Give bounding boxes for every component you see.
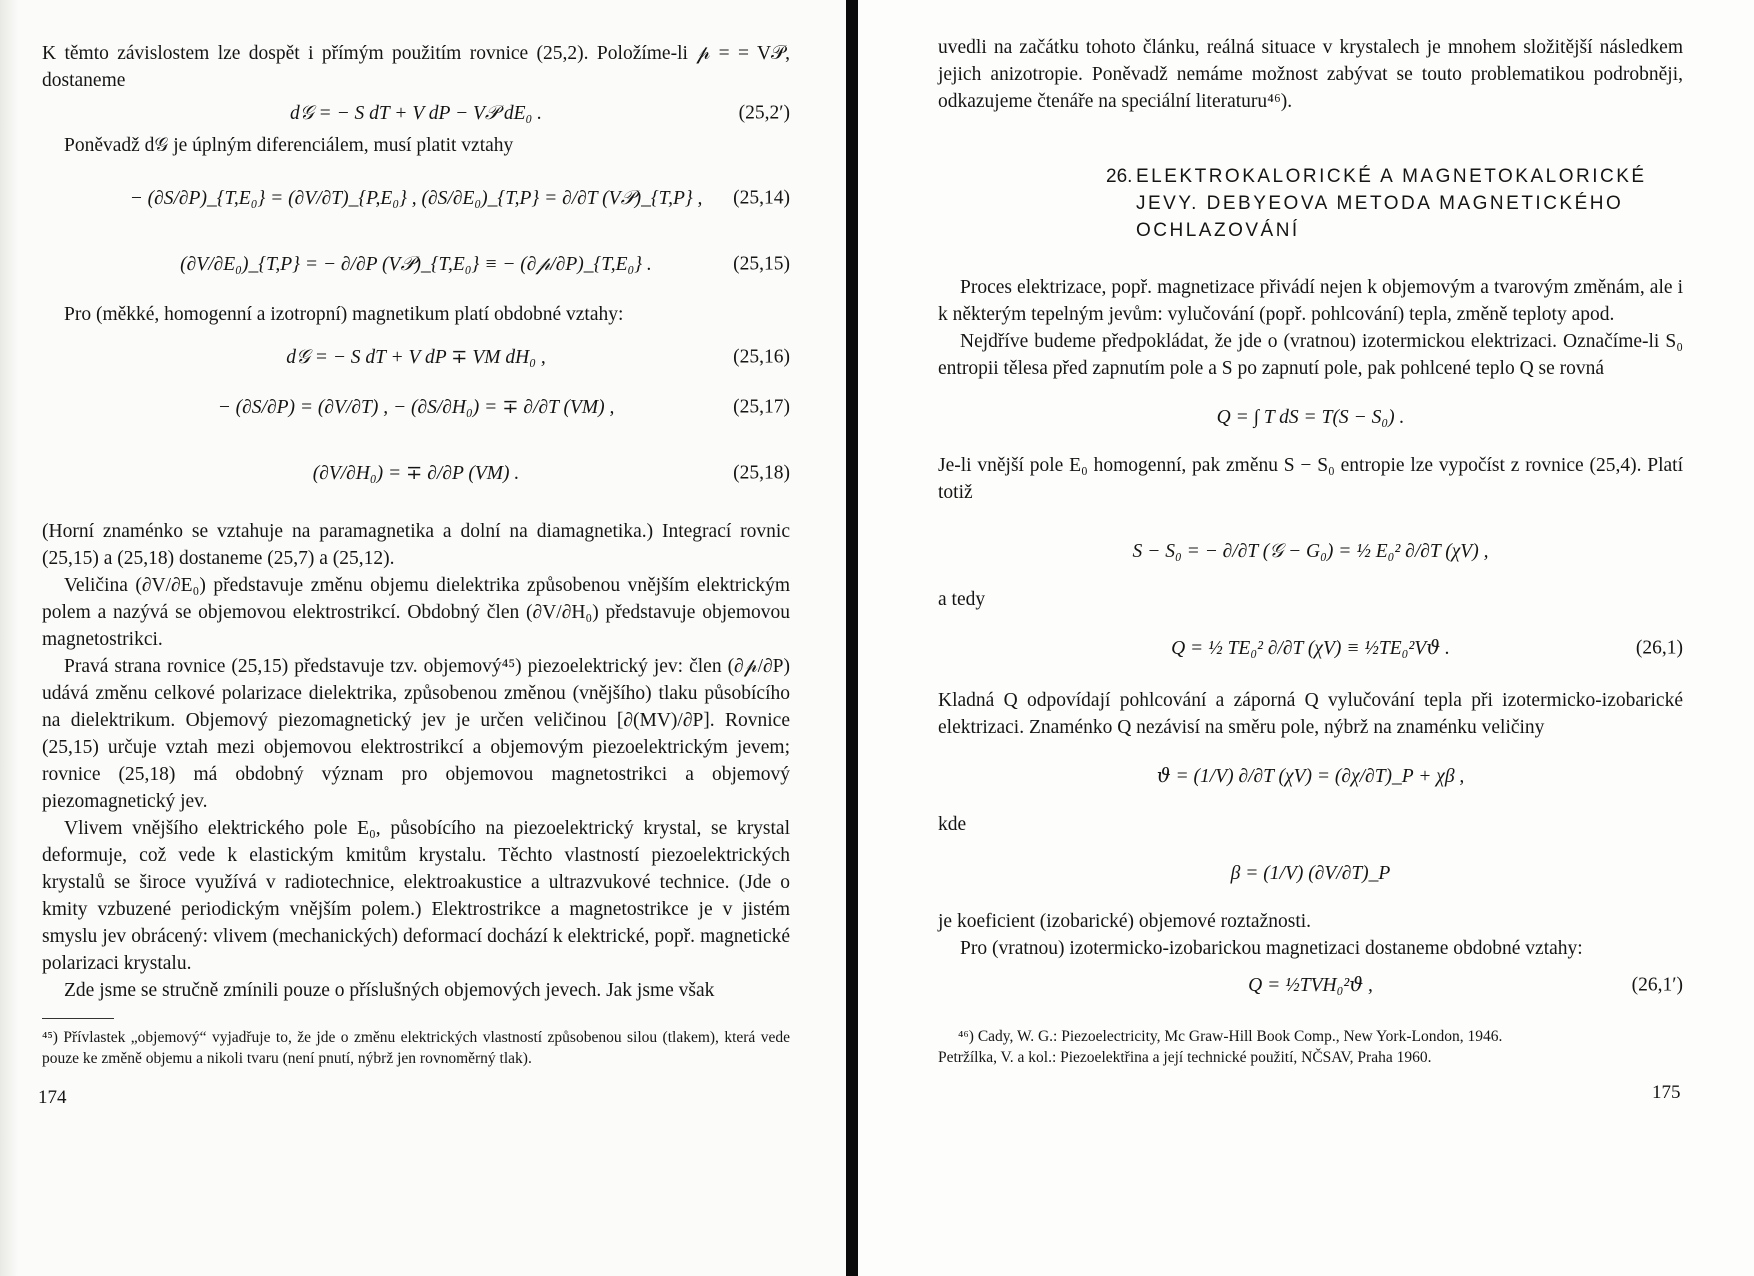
equation-26-1 bbox=[938, 617, 1683, 679]
text-line: a tedy bbox=[938, 589, 986, 610]
paragraph: (Horní znaménko se vztahuje na paramagnetika a dolní na diamagnetika.) Integrací rovnic (25,15) a (25,18) dostaneme (25,7) a (25,12). bbox=[42, 521, 790, 569]
equation-number: (25,2′) bbox=[738, 102, 790, 124]
footnote-rule bbox=[42, 1018, 114, 1019]
section-title-line: ELEKTROKALORICKÉ A MAGNETOKALORICKÉ bbox=[1136, 166, 1647, 187]
paragraph: Kladná Q odpovídají pohlcování a záporná Q vylučování tepla při izotermicko-izobarické elektrizaci. Znaménko Q nezávisí na směru pole, nýbrž na znaménku veličiny bbox=[938, 690, 1683, 738]
equation-expression: Q = ∫ T dS = T(S − S₀) . bbox=[1216, 406, 1405, 428]
right-page bbox=[858, 0, 1754, 1276]
equation-25-17 bbox=[42, 376, 790, 438]
equation-expression: (∂V/∂H₀) = ∓ ∂/∂P (VM) . bbox=[312, 462, 520, 484]
equation-expression: S − S₀ = − ∂/∂T (𝒢 − G₀) = ½ E₀² ∂/∂T (χV) , bbox=[1132, 540, 1489, 562]
equation-expression: (∂V/∂E₀)_{T,P} = − ∂/∂P (V𝒫)_{T,E₀} ≡ − (∂𝓅/∂P)_{T,E₀} . bbox=[180, 253, 652, 275]
footnote-line: Petržílka, V. a kol.: Piezoelektřina a její technické použití, NČSAV, Praha 1960. bbox=[938, 1049, 1432, 1066]
text-line: kde bbox=[938, 814, 967, 835]
section-number: 26. bbox=[1106, 166, 1133, 187]
left-page bbox=[0, 0, 846, 1276]
equation-26-1-prime bbox=[938, 970, 1683, 1000]
equation-25-16 bbox=[42, 342, 790, 372]
paragraph: Proces elektrizace, popř. magnetizace přivádí nejen k objemovým a tvarovým změnám, ale i k některým tepelným jevům: vylučování (popř. pohlcování) tepla, změně teploty apod. bbox=[938, 277, 1683, 325]
equation-theta bbox=[938, 745, 1683, 807]
paragraph: Pro (měkké, homogenní a izotropní) magnetikum platí obdobné vztahy: bbox=[64, 304, 624, 325]
paragraph: Pravá strana rovnice (25,15) představuje tzv. objemový⁴⁵) piezoelektrický jev: člen (∂𝓅/∂P) udává změnu celkové polarizace dielektrika, způsobenou změnou (vnějšího) tlaku působícího na dielektrikum. Objemový piezomagnetický jev je určen veličinou [∂(MV)/∂P]. Rovnice (25,15) určuje vztah mezi objemovou elektrostrikcí a objemovým piezoelektrickým jevem; rovnice (25,18) má obdobný význam pro objemovou magnetostrikci a objemový piezomagnetický jev. bbox=[42, 656, 790, 812]
equation-number: (26,1′) bbox=[1631, 974, 1683, 996]
paragraph: Zde jsme se stručně zmínili pouze o příslušných objemových jevech. Jak jsme však bbox=[64, 980, 715, 1001]
footnote-46-continued bbox=[938, 1047, 1683, 1068]
equation-expression: 𝜗 = (1/V) ∂/∂T (χV) = (∂χ/∂T)_P + χβ , bbox=[1156, 765, 1465, 787]
paragraph: Poněvadž d𝒢 je úplným diferenciálem, musí platit vztahy bbox=[64, 135, 514, 156]
equation-expression: Q = ½TVH₀²𝜗 , bbox=[1248, 974, 1373, 996]
footnote-45: ⁴⁵) Přívlastek „objemový“ vyjadřuje to, že jde o změnu elektrických vlastností způsobenou silou (tlakem), která vede pouze ke změně objemu a nikoli tvaru (není pnutí, nýbrž jen rovnoměrný tlak). bbox=[42, 1029, 790, 1067]
equation-entropy-change bbox=[938, 520, 1683, 582]
equation-number: (25,15) bbox=[733, 253, 790, 275]
paragraph: Veličina (∂V/∂E₀) představuje změnu objemu dielektrika způsobenou vnějším elektrickým polem a nazývá se objemovou elektrostrikcí. Obdobný člen (∂V/∂H₀) představuje objemovou magnetostrikci. bbox=[42, 575, 790, 650]
equation-number: (26,1) bbox=[1635, 637, 1683, 659]
equation-expression: − (∂S/∂P)_{T,E₀} = (∂V/∂T)_{P,E₀} , (∂S/∂E₀)_{T,P} = ∂/∂T (V𝒫)_{T,P} , bbox=[129, 187, 703, 209]
equation-number: (25,14) bbox=[733, 187, 790, 209]
equation-expression: β = (1/V) (∂V/∂T)_P bbox=[1230, 862, 1391, 884]
equation-25-2-prime bbox=[42, 98, 790, 128]
equation-beta bbox=[938, 842, 1683, 904]
section-heading bbox=[1106, 163, 1683, 244]
paragraph: Nejdříve budeme předpokládat, že jde o (vratnou) izotermickou elektrizaci. Označíme-li S₀ entropii tělesa před zapnutím pole a S po zapnutí pole, pak pohlcené teplo Q se rovná bbox=[938, 331, 1683, 379]
section-title-line: OCHLAZOVÁNÍ bbox=[1136, 220, 1300, 241]
equation-number: (25,18) bbox=[733, 462, 790, 484]
page-edge-shadow bbox=[0, 0, 18, 1276]
left-page-text bbox=[42, 40, 790, 1069]
equation-25-14 bbox=[42, 167, 790, 229]
equation-expression: − (∂S/∂P) = (∂V/∂T) , − (∂S/∂H₀) = ∓ ∂/∂T (VM) , bbox=[217, 396, 615, 418]
equation-number: (25,16) bbox=[733, 346, 790, 368]
equation-25-18 bbox=[42, 442, 790, 504]
paragraph: Pro (vratnou) izotermicko-izobarickou magnetizaci dostaneme obdobné vztahy: bbox=[960, 938, 1583, 959]
equation-number: (25,17) bbox=[733, 396, 790, 418]
equation-expression: d𝒢 = − S dT + V dP − V𝒫 dE₀ . bbox=[289, 102, 543, 124]
paragraph: K těmto závislostem lze dospět i přímým použitím rovnice (25,2). Položíme-li 𝓅 = = V𝒫, dostaneme bbox=[42, 43, 790, 91]
paragraph: Je-li vnější pole E₀ homogenní, pak změnu S − S₀ entropie lze vypočíst z rovnice (25,4). Platí totiž bbox=[938, 455, 1683, 503]
section-title-line: JEVY. DEBYEOVA METODA MAGNETICKÉHO bbox=[1136, 193, 1624, 214]
right-page-text bbox=[938, 34, 1683, 1068]
page-number: 175 bbox=[1652, 1082, 1681, 1103]
footnote-line: ⁴⁶) Cady, W. G.: Piezoelectricity, Mc Graw-Hill Book Comp., New York-London, 1946. bbox=[958, 1028, 1503, 1045]
equation-expression: Q = ½ TE₀² ∂/∂T (χV) ≡ ½TE₀²V𝜗 . bbox=[1171, 637, 1450, 659]
page-number: 174 bbox=[38, 1087, 67, 1108]
paragraph: Vlivem vnějšího elektrického pole E₀, působícího na piezoelektrický krystal, se krystal deformuje, což vede k elastickým kmitům krystalu. Těchto vlastností piezoelektrických krystalů se široce využívá v radiotechnice, elektroakustice a ultrazvukové technice. (Jde o kmity vzbuzené periodickým vnějším polem.) Elektrostrikce a magnetostrikce je v jistém smyslu jev obrácený: vlivem (mechanických) deformací dochází k elektrické, popř. magnetické polarizaci krystalu. bbox=[42, 818, 790, 974]
paragraph: je koeficient (izobarické) objemové roztažnosti. bbox=[938, 911, 1312, 932]
equation-q-integral bbox=[938, 386, 1683, 448]
equation-25-15 bbox=[42, 233, 790, 295]
paragraph: uvedli na začátku tohoto článku, reálná situace v krystalech je mnohem složitější následkem jejich anizotropie. Poněvadž nemáme možnost zabývat se touto problematikou podrobněji, odkazujeme čtenáře na speciální literaturu⁴⁶). bbox=[938, 37, 1683, 112]
equation-expression: d𝒢 = − S dT + V dP ∓ VM dH₀ , bbox=[286, 346, 546, 368]
book-gutter bbox=[846, 0, 858, 1276]
footnote-46 bbox=[938, 1026, 1683, 1047]
